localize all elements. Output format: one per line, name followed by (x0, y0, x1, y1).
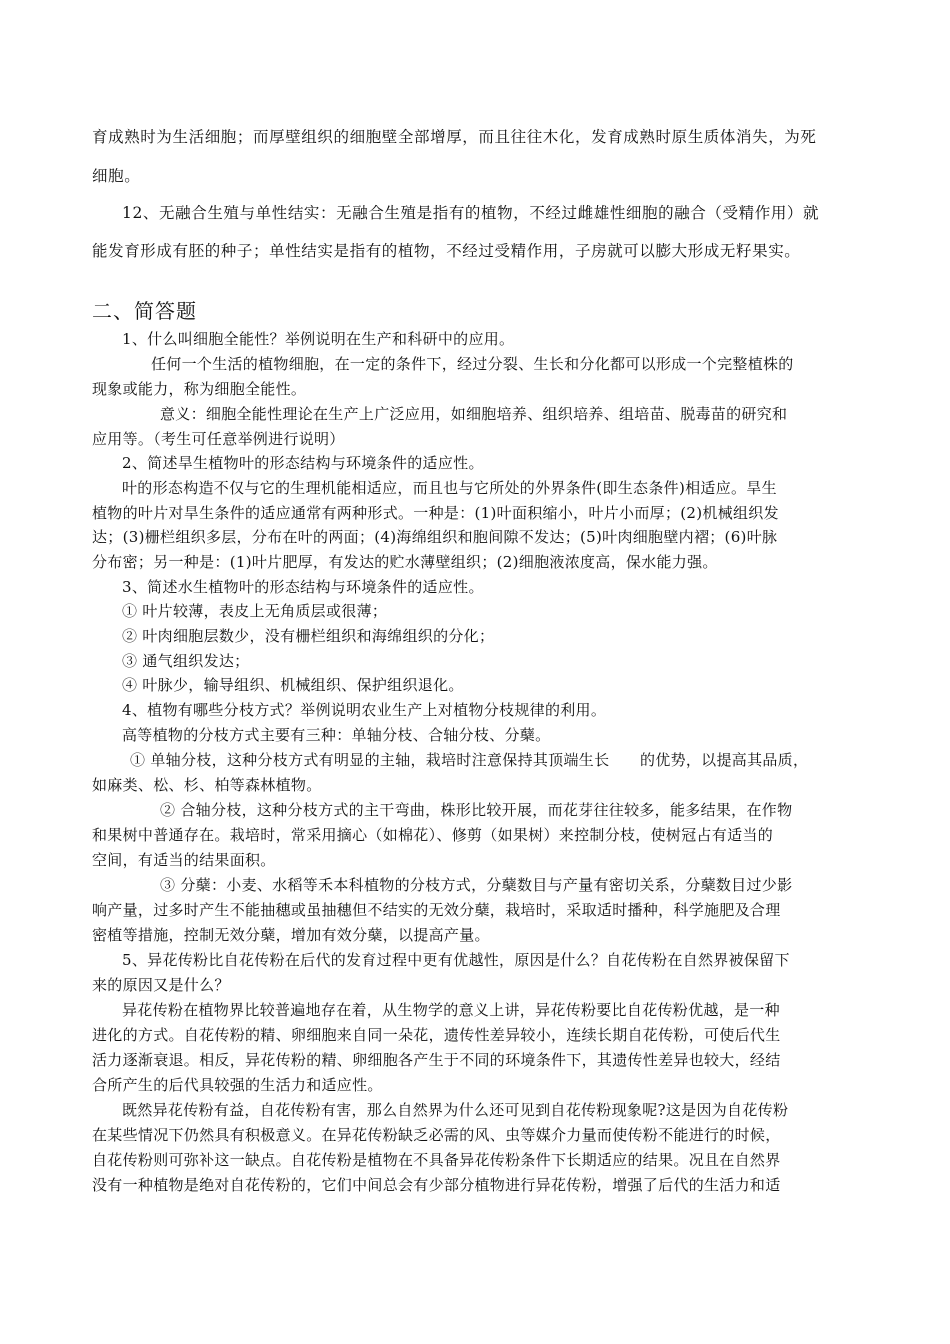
answer-2-line-4: 分布密；另一种是：(1)叶片肥厚，有发达的贮水薄壁组织；(2)细胞液浓度高，保水能力强。 (92, 553, 718, 571)
question-1: 1、什么叫细胞全能性？举例说明在生产和科研中的应用。 (122, 330, 515, 348)
answer-5-p1-line-1: 异花传粉在植物界比较普遍地存在着，从生物学的意义上讲，异花传粉要比自花传粉优越，是一种 (122, 1001, 780, 1019)
p12-line-2: 能发育形成有胚的种子；单性结实是指有的植物，不经过受精作用，子房就可以膨大形成无籽果实。 (92, 242, 801, 260)
section-heading: 二、简答题 (92, 299, 197, 323)
answer-3-item-4: ④ 叶脉少，输导组织、机械组织、保护组织退化。 (122, 676, 464, 694)
answer-4-intro: 高等植物的分枝方式主要有三种：单轴分枝、合轴分枝、分蘖。 (122, 726, 551, 744)
answer-5-p2-line-1: 既然异花传粉有益，自花传粉有害，那么自然界为什么还可见到自花传粉现象呢?这是因为自花传粉 (122, 1101, 789, 1119)
answer-4-item-1-line-2: 如麻类、松、杉、柏等森林植物。 (92, 776, 322, 794)
answer-1-line-4: 应用等。（考生可任意举例进行说明） (92, 430, 345, 448)
p11-line-1: 育成熟时为生活细胞；而厚壁组织的细胞壁全部增厚，而且往往木化，发育成熟时原生质体消失，为死 (92, 128, 817, 146)
answer-1-line-2: 现象或能力，称为细胞全能性。 (92, 380, 307, 398)
answer-5-p1-line-3: 活力逐渐衰退。相反，异花传粉的精、卵细胞各产生于不同的环境条件下，其遗传性差异也较大，经结 (92, 1051, 781, 1069)
answer-2-line-1: 叶的形态构造不仅与它的生理机能相适应，而且也与它所处的外界条件(即生态条件)相适应。旱生 (122, 479, 777, 497)
answer-4-item-2-line-3: 空间，有适当的结果面积。 (92, 851, 276, 869)
answer-1-line-1: 任何一个生活的植物细胞，在一定的条件下，经过分裂、生长和分化都可以形成一个完整植株的 (151, 355, 794, 373)
question-3: 3、简述水生植物叶的形态结构与环境条件的适应性。 (122, 578, 484, 596)
answer-1-line-3: 意义：细胞全能性理论在生产上广泛应用，如细胞培养、组织培养、组培苗、脱毒苗的研究和 (160, 405, 788, 423)
question-5-line-2: 来的原因又是什么？ (92, 976, 230, 994)
p12-line-1: 12、无融合生殖与单性结实：无融合生殖是指有的植物，不经过雌雄性细胞的融合（受精作用）就 (122, 204, 820, 222)
question-5-line-1: 5、异花传粉比自花传粉在后代的发育过程中更有优越性，原因是什么？自花传粉在自然界被保留下 (122, 951, 790, 969)
answer-5-p1-line-4: 合所产生的后代具较强的生活力和适应性。 (92, 1076, 383, 1094)
answer-5-p2-line-2: 在某些情况下仍然具有积极意义。在异花传粉缺乏必需的风、虫等媒介力量而使传粉不能进行的时候， (92, 1126, 781, 1144)
question-4: 4、植物有哪些分枝方式？举例说明农业生产上对植物分枝规律的利用。 (122, 701, 607, 719)
answer-5-p1-line-2: 进化的方式。自花传粉的精、卵细胞来自同一朵花，遗传性差异较小，连续长期自花传粉，可使后代生 (92, 1026, 781, 1044)
question-2: 2、简述旱生植物叶的形态结构与环境条件的适应性。 (122, 454, 484, 472)
answer-3-item-2: ② 叶肉细胞层数少，没有栅栏组织和海绵组织的分化； (122, 627, 495, 645)
answer-3-item-3: ③ 通气组织发达； (122, 652, 250, 670)
answer-2-line-3: 达；(3)栅栏组织多层，分布在叶的两面；(4)海绵组织和胞间隙不发达；(5)叶肉细胞壁内褶；(6)叶脉 (92, 528, 778, 546)
answer-5-p2-line-3: 自花传粉则可弥补这一缺点。自花传粉是植物在不具备异花传粉条件下长期适应的结果。况且在自然界 (92, 1151, 781, 1169)
answer-4-item-2-line-2: 和果树中普通存在。栽培时，常采用摘心（如棉花）、修剪（如果树）来控制分枝，使树冠占有适当的 (92, 826, 774, 844)
answer-4-item-1-line-1: ① 单轴分枝，这种分枝方式有明显的主轴，栽培时注意保持其顶端生长 的优势，以提高其品质， (130, 751, 809, 769)
answer-4-item-2-line-1: ② 合轴分枝，这种分枝方式的主干弯曲，株形比较开展，而花芽往往较多，能多结果，在作物 (160, 801, 793, 819)
answer-3-item-1: ① 叶片较薄，表皮上无角质层或很薄； (122, 602, 388, 620)
answer-4-item-3-line-2: 响产量，过多时产生不能抽穗或虽抽穗但不结实的无效分蘖，栽培时，采取适时播种，科学施肥及合理 (92, 901, 781, 919)
answer-4-item-3-line-1: ③ 分蘖：小麦、水稻等禾本科植物的分枝方式，分蘖数目与产量有密切关系，分蘖数目过少影 (160, 876, 793, 894)
answer-2-line-2: 植物的叶片对旱生条件的适应通常有两种形式。一种是：(1)叶面积缩小，叶片小而厚；(2)机械组织发 (92, 504, 779, 522)
answer-5-p2-line-4: 没有一种植物是绝对自花传粉的，它们中间总会有少部分植物进行异花传粉，增强了后代的生活力和适 (92, 1176, 781, 1194)
answer-4-item-3-line-3: 密植等措施，控制无效分蘖，增加有效分蘖，以提高产量。 (92, 926, 490, 944)
p11-line-2: 细胞。 (92, 167, 141, 185)
